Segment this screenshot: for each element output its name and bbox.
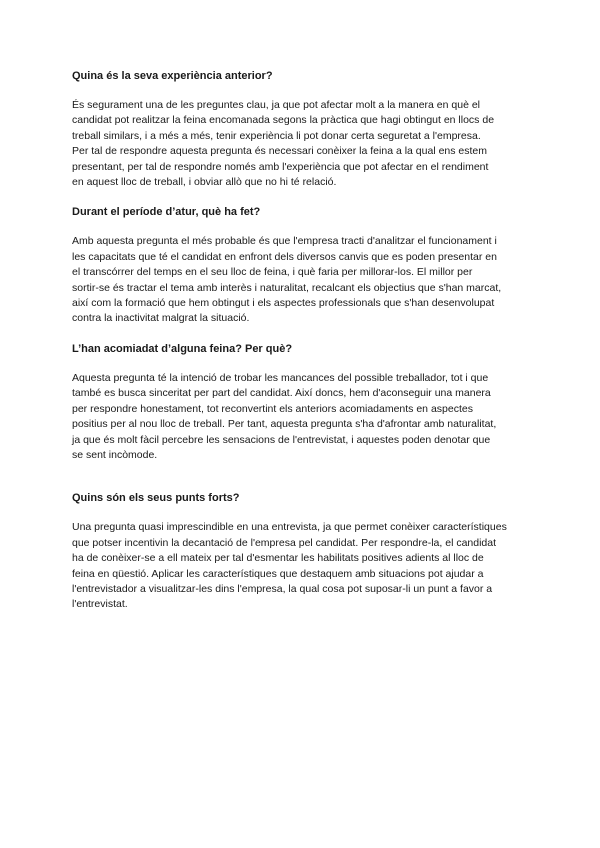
section-heading: L’han acomiadat d’alguna feina? Per què? [72,342,293,355]
paragraph-line: que potser incentivin la decantació de l'empresa pel candidat. Per respondre-la, el candidat [72,536,497,549]
paragraph-line: candidat pot realitzar la feina encomanada segons la pràctica que hagi obtingut en llocs de [72,114,495,127]
paragraph-line: les capacitats que té el candidat en enfront dels diversos canvis que es poden presentar en [72,250,497,263]
paragraph-line: en aquest lloc de treball, i obviar allò que no hi té relació. [72,176,337,189]
paragraph-line: presentant, per tal de respondre només amb l'experiència que pot afectar en el rendiment [72,160,489,173]
paragraph-line: l'entrevistador a visualitzar-les dins l'empresa, la qual cosa pot suposar-li un punt a favor a [72,582,493,595]
paragraph-line: feina en qüestió. Aplicar les característiques que destaquem amb situacions pot ajudar a [72,567,484,580]
section-heading: Quina és la seva experiència anterior? [72,70,273,82]
paragraph-line: ja que és molt fàcil percebre les sensacions de l'entrevistat, i aquestes poden denotar que [72,433,491,446]
paragraph-line: el transcórrer del temps en el seu lloc de feina, i què faria per millorar-los. El millor per [72,266,473,279]
paragraph-line: per respondre honestament, tot reconvertint els anteriors acomiadaments en aspectes [72,402,473,415]
paragraph-line: treball similars, i a més a més, tenir experiència li pot donar certa seguretat a l'empresa. [72,129,481,142]
paragraph-line: Amb aquesta pregunta el més probable és que l'empresa tracti d'analitzar el funcionament i [72,235,497,248]
paragraph-line: Per tal de respondre aquesta pregunta és necessari conèixer la feina a la qual ens estem [72,145,488,158]
paragraph-line: contra la inactivitat malgrat la situació. [72,312,250,325]
section-heading: Quins són els seus punts forts? [72,492,240,505]
section-paragraph [72,520,530,612]
paragraph-line: sortir-se és tractar el tema amb interès i naturalitat, recalcant els objectius que s'han marcat, [72,281,502,294]
paragraph-line: Una pregunta quasi imprescindible en una entrevista, ja que permet conèixer característiques [72,521,507,534]
paragraph-line: positius per al nou lloc de treball. Per tant, aquesta pregunta s'ha d'afrontar amb naturalitat, [72,418,497,431]
paragraph-line: se sent incòmode. [72,448,158,461]
paragraph-line: ha de conèixer-se a ell mateix per tal d'esmentar les habilitats positives adients al lloc de [72,552,484,565]
paragraph-line: també es busca sinceritat per part del candidat. Així doncs, hem d'aconseguir una manera [72,387,491,400]
document-body [72,69,530,613]
paragraph-line: l'entrevistat. [72,598,128,611]
section-paragraph [72,98,530,190]
paragraph-line: així com la formació que hem obtingut i els aspectes professionals que s'han desenvolupat [72,297,495,310]
paragraph-line: Aquesta pregunta té la intenció de trobar les mancances del possible treballador, tot i que [72,371,489,384]
section-paragraph [72,371,530,463]
section-paragraph [72,234,530,326]
section-heading: Durant el període d’atur, què ha fet? [72,206,261,219]
paragraph-line: És segurament una de les preguntes clau, ja que pot afectar molt a la manera en què el [72,99,481,111]
